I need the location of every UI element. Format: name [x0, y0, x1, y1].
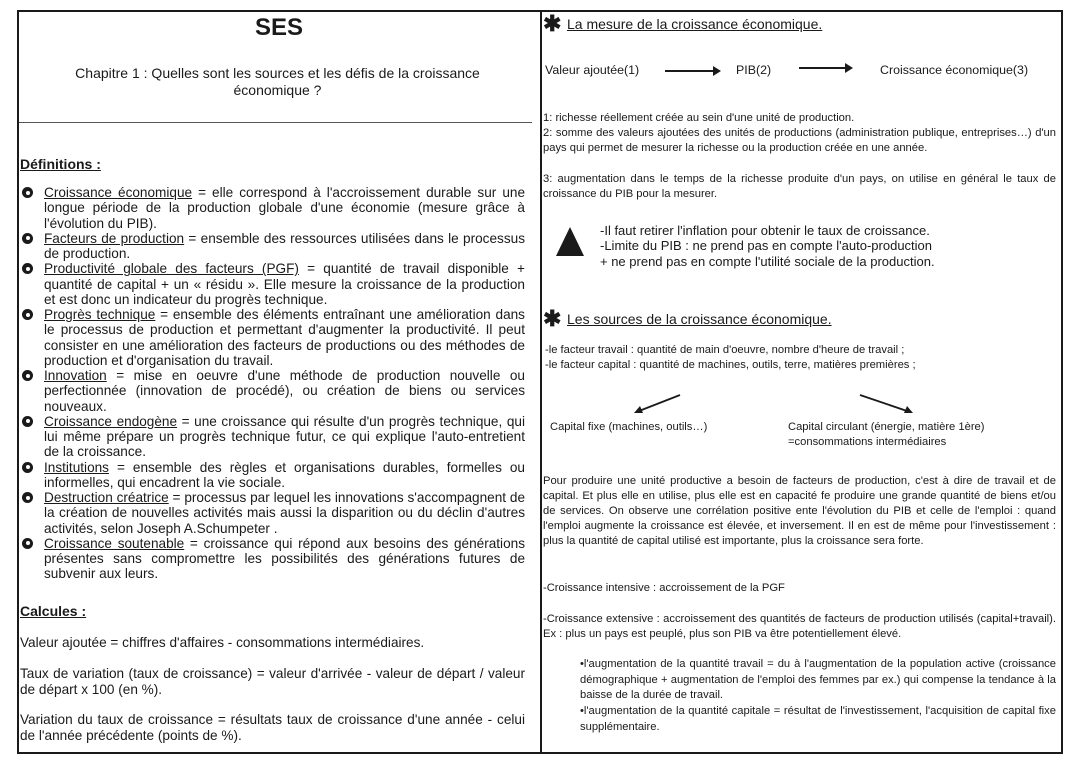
definition-term: Facteurs de production [44, 230, 185, 246]
section-title-measure: La mesure de la croissance économique. [567, 16, 823, 32]
bullet-icon [22, 263, 33, 274]
production-paragraph: Pour produire une unité productive a besoin de facteurs de production, c'est à dire de travail et de capital. Et plus elle en utilise, plus elle est en capacité fe produire une grande quantité de biens et/ou de services. On observe une corrélation positive ente l'évolution du PIB et celle de l'emploi : quand l'emploi augmente la croissance est élevée, et inversement. Il en est de même pour l'investissement : plus la quantité de capital utilisé est importante, plus la croissance sera forte. [543, 475, 1056, 547]
definition-text: = ensemble des règles et organisations durables, formelles ou informelles, qui encadrent la vie sociale. [44, 459, 525, 490]
note-3: 3: augmentation dans le temps de la richesse produite d'un pays, on utilise en général le taux de croissance du PIB pour la mesurer. [543, 173, 1056, 200]
sub-bullet-labor: •l'augmentation de la quantité travail = du à l'augmentation de la population active (croissance démographique + augmentation de l'emploi des femmes par ex.) qui compense la tendance à la baisse de la durée de travail. [580, 658, 1056, 701]
definition-item [20, 231, 525, 262]
definition-item [20, 536, 525, 582]
definition-text: = une croissance qui résulte d'un progrès technique, qui lui même prépare un progrès technique futur, ce qui explique l'auto-entretient de la croissance. [44, 413, 525, 460]
definition-item [20, 261, 525, 307]
definition-text: = mise en oeuvre d'une méthode de production nouvelle ou perfectionnée (innovation de procédé), ou création de biens ou services nouveaux. [44, 368, 525, 414]
definition-term: Productivité globale des facteurs (PGF) [44, 261, 299, 277]
column-divider [540, 10, 542, 754]
bullet-icon [22, 187, 33, 198]
intensive-growth: -Croissance intensive : accroissement de la PGF [543, 582, 785, 594]
definition-term: Progrès technique [44, 307, 156, 322]
arrow-right-icon [797, 61, 855, 75]
section-title-sources: Les sources de la croissance économique. [567, 311, 832, 327]
flow-growth: Croissance économique(3) [880, 63, 1029, 77]
definition-text: = croissance qui répond aux besoins des générations présentes sans compromettre les possibilités des générations futures de subvenir aux leurs. [44, 535, 525, 582]
definition-text: = elle correspond à l'accroissement durable sur une longue période de la production globale d'une économie (mesure grâce à l'évolution du PIB). [44, 185, 525, 231]
calcul-item: Variation du taux de croissance = résultats taux de croissance d'une année - celui de l'année précédente (points de %). [20, 712, 525, 743]
bullet-icon [22, 492, 33, 503]
definition-text: = ensemble des éléments entraînant une amélioration dans le processus de production et permettant d'augmenter la productivité. Il peut consister en une amélioration des facteurs de productions ou des méthodes de production et d'organisation du travail. [44, 307, 525, 368]
definition-text: = processus par lequel les innovations s'accompagnent de la création de nouvelles activités mais aussi la disparition ou du déclin d'autres activités, selon Joseph A.Schumpeter . [44, 490, 526, 536]
definition-item [20, 414, 525, 460]
definitions-list [20, 185, 525, 582]
arrow-down-right-icon [857, 392, 917, 416]
bullet-icon [22, 416, 33, 427]
flow-pib: PIB(2) [736, 63, 772, 77]
bullet-icon [22, 309, 33, 320]
arrow-right-icon [663, 64, 723, 78]
factor-labor: -le facteur travail : quantité de main d'oeuvre, nombre d'heure de travail ; [545, 344, 905, 356]
page-title: SES [254, 14, 304, 41]
definition-term: Innovation [44, 368, 107, 383]
capital-circulating-eq: =consommations intermédiaires [788, 436, 947, 448]
asterisk-icon: ✱ [543, 306, 562, 331]
header-divider [19, 122, 532, 123]
bullet-icon [22, 370, 33, 381]
definition-term: Croissance soutenable [44, 535, 185, 551]
definition-text: = quantité de travail disponible + quantité de capital + un « résidu ». Elle mesure la croissance de la production et est donc un indicateur du progrès technique. [44, 261, 525, 307]
extensive-growth: -Croissance extensive : accroissement des quantités de facteurs de production utilisés (capital+travail). Ex : plus un pays est peuplé, plus son PIB va être potentiellement élevé. [543, 613, 1056, 640]
warning-triangle-icon [556, 227, 584, 256]
definition-item [20, 490, 525, 536]
calculs-heading: Calcules : [20, 603, 87, 619]
arrow-down-left-icon [630, 392, 684, 416]
definition-text: = ensemble des ressources utilisées dans le processus de production. [44, 230, 525, 261]
warning-line: -Il faut retirer l'inflation pour obtenir le taux de croissance. [600, 223, 930, 238]
calcul-item: Valeur ajoutée = chiffres d'affaires - consommations intermédiaires. [20, 635, 425, 650]
definition-term: Croissance endogène [44, 413, 178, 429]
capital-circulating: Capital circulant (énergie, matière 1ère) [788, 421, 985, 433]
bullet-icon [22, 538, 33, 549]
factor-capital: -le facteur capital : quantité de machines, outils, terre, matières premières ; [545, 359, 916, 371]
definition-item [20, 368, 525, 414]
definition-term: Croissance économique [44, 185, 193, 200]
warning-line: + ne prend pas en compte l'utilité sociale de la production. [600, 254, 935, 269]
note-1: 1: richesse réellement créée au sein d'une unité de production. [543, 112, 855, 124]
bullet-icon [22, 233, 33, 244]
flow-value-added: Valeur ajoutée(1) [545, 63, 640, 77]
definition-term: Destruction créatrice [44, 490, 169, 505]
chapter-title: Chapitre 1 : Quelles sont les sources et les défis de la croissance économique ? [75, 65, 480, 98]
warning-line: -Limite du PIB : ne prend pas en compte l'auto-production [600, 238, 933, 253]
capital-fixed: Capital fixe (machines, outils…) [550, 421, 708, 433]
definition-term: Institutions [44, 459, 109, 475]
note-2: 2: somme des valeurs ajoutées des unités de productions (administration publique, entreprises…) d'un pays qui permet de mesurer la richesse ou la production créée en une année. [543, 127, 1056, 154]
definition-item [20, 307, 525, 368]
calcul-item: Taux de variation (taux de croissance) = valeur d'arrivée - valeur de départ / valeur de départ x 100 (en %). [20, 666, 525, 697]
sub-bullet-capital: •l'augmentation de la quantité capitale = résultat de l'investissement, l'acquisition de capital fixe supplémentaire. [580, 705, 1056, 733]
definition-item [20, 185, 525, 231]
asterisk-icon: ✱ [543, 11, 562, 36]
definitions-heading: Définitions : [20, 156, 101, 172]
definition-item [20, 460, 525, 491]
bullet-icon [22, 462, 33, 473]
